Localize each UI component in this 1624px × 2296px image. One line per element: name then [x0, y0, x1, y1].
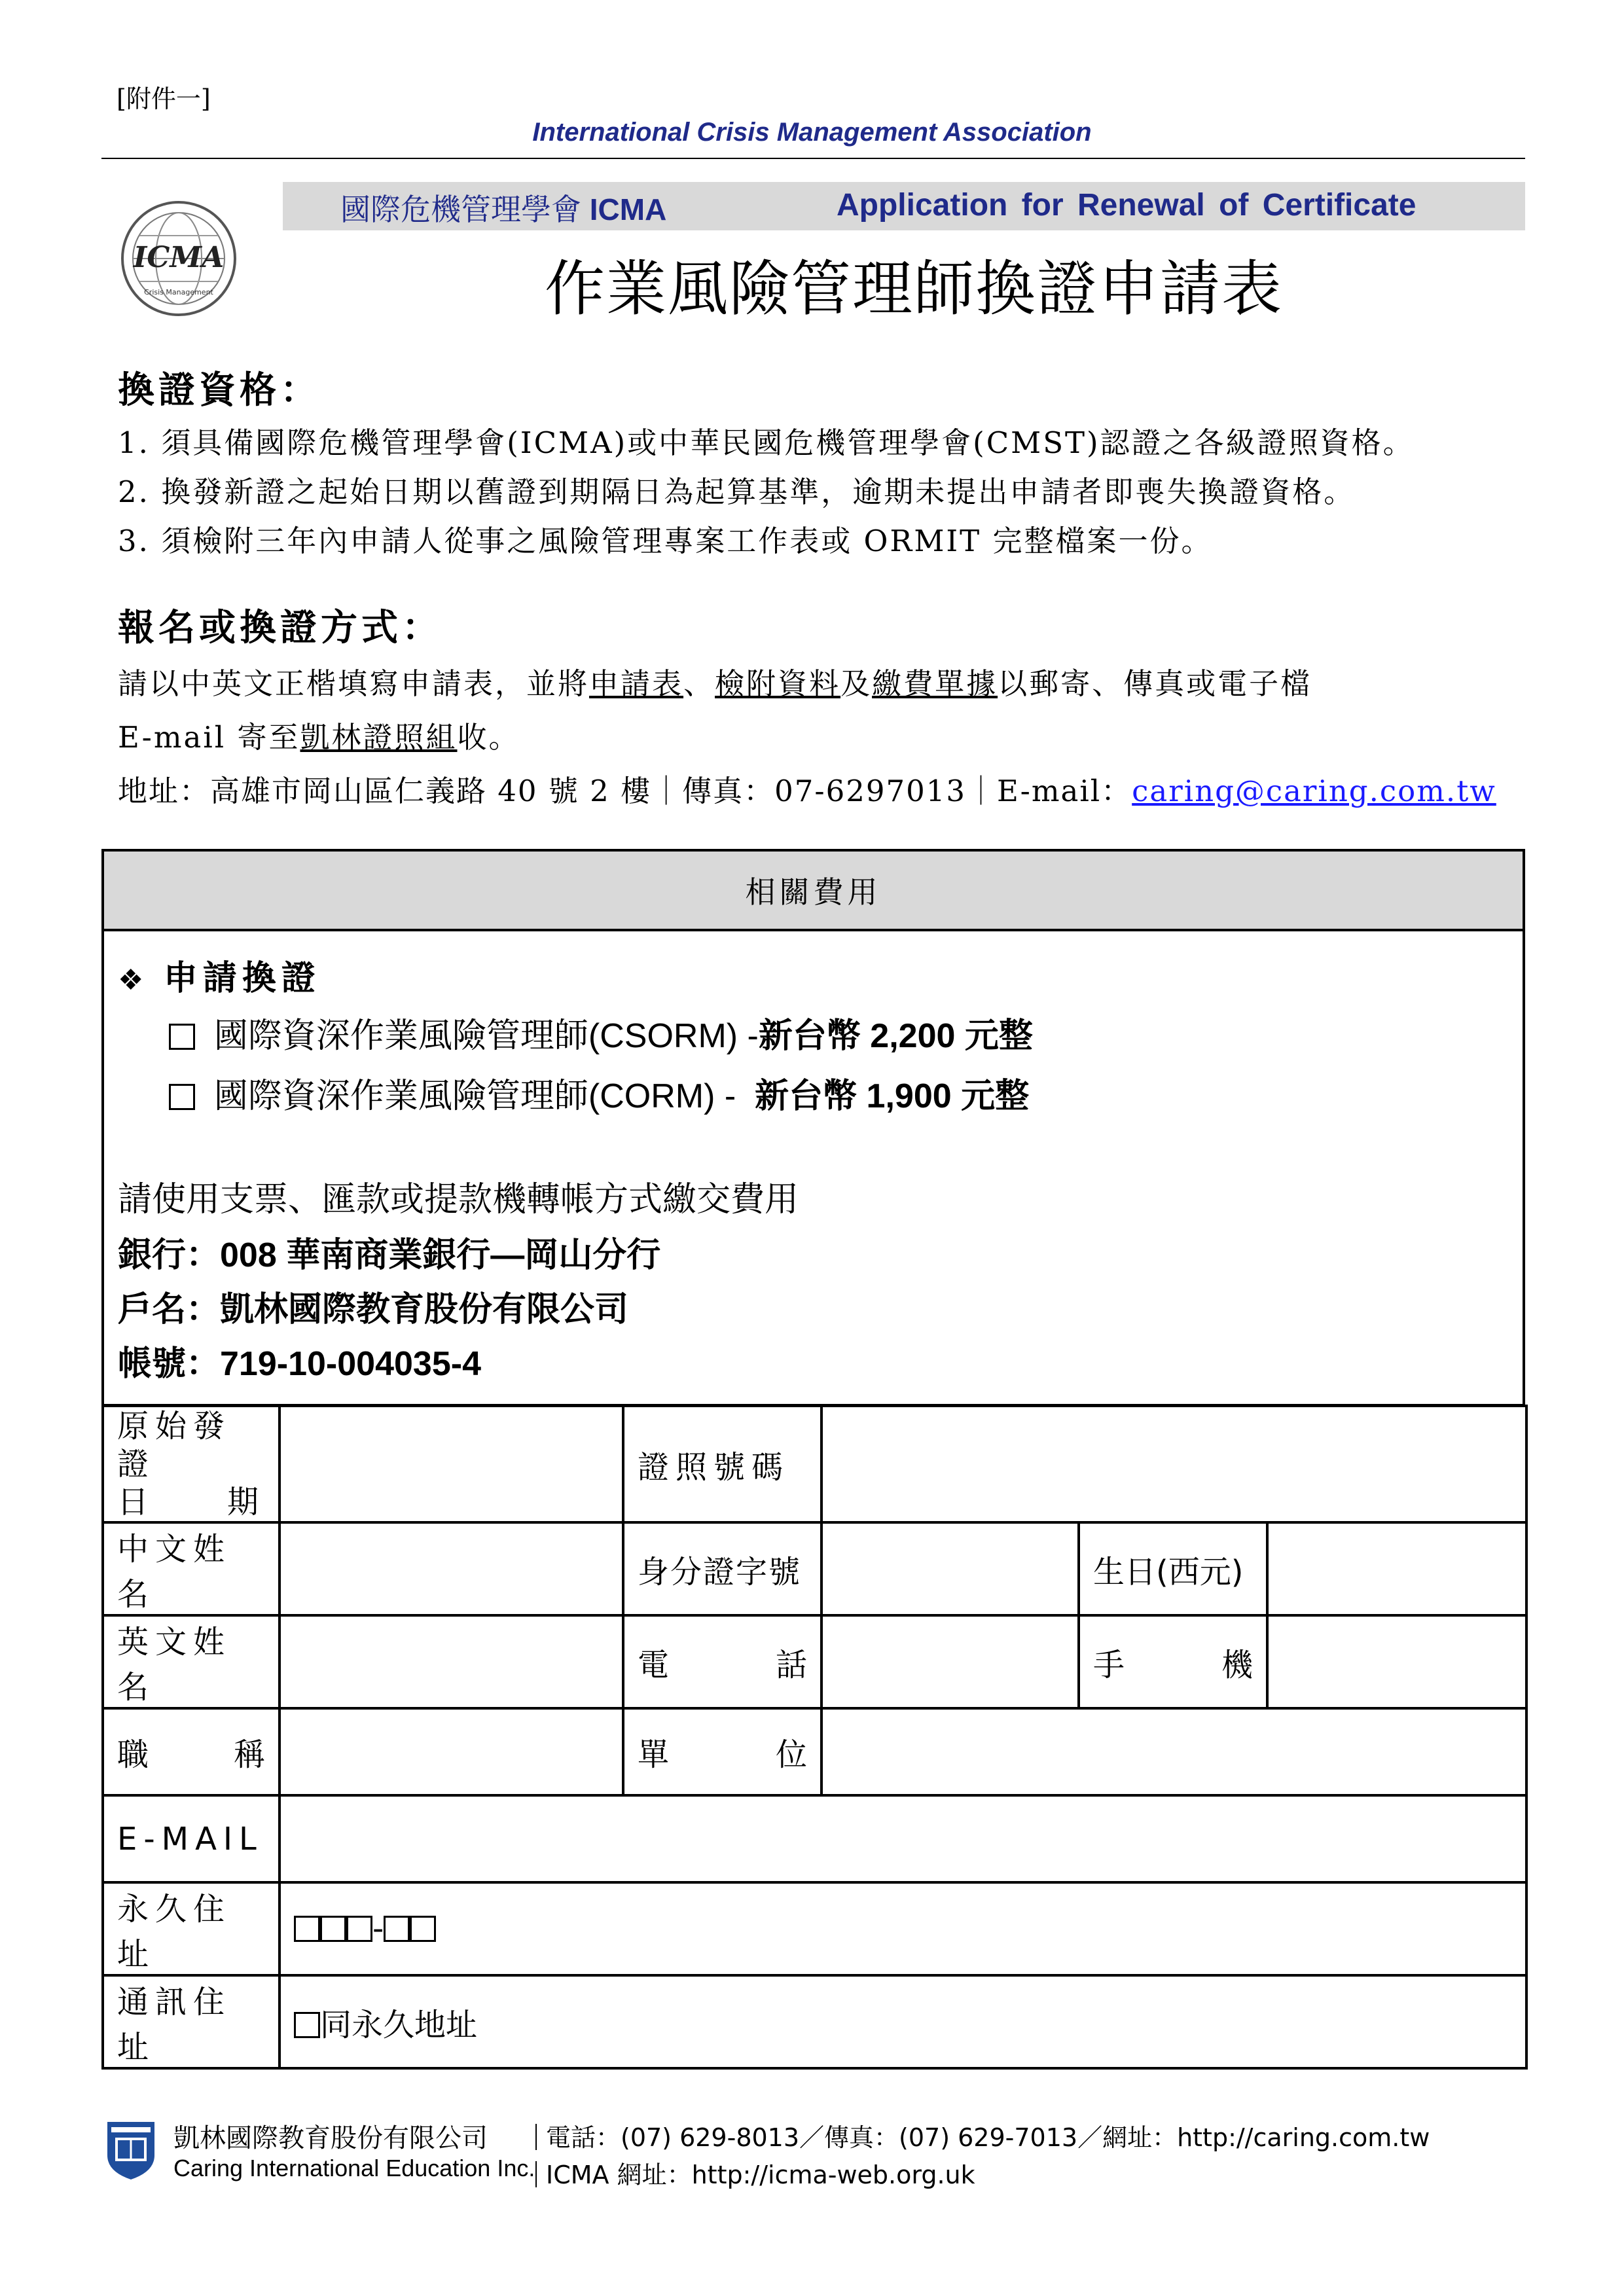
issue-date-label-line1: 原始發證 — [117, 1408, 232, 1482]
phone-label-char: 電 — [638, 1646, 670, 1683]
mailing-address-field[interactable] — [280, 1975, 1526, 2068]
cert-number-field[interactable] — [821, 1406, 1526, 1522]
zip-box[interactable] — [384, 1916, 410, 1942]
logo-text: ICMA — [133, 241, 225, 274]
qualifications-heading: 換證資格： — [118, 368, 321, 412]
mobile-field[interactable] — [1267, 1615, 1526, 1708]
table-row — [103, 1882, 1526, 1975]
zip-separator: - — [372, 1910, 384, 1947]
renewal-section-title — [118, 950, 321, 999]
renewal-title-text: 申請換證 — [163, 960, 321, 997]
footer-divider — [535, 2161, 537, 2187]
chinese-name-label: 中文姓名 — [103, 1522, 280, 1615]
job-title-label-char: 職 — [117, 1736, 149, 1773]
method-text: 及 — [840, 666, 873, 701]
association-english-name: International Crisis Management Association — [532, 118, 1092, 147]
chinese-name-field[interactable] — [280, 1522, 623, 1615]
table-row — [103, 1795, 1526, 1882]
fee-option-label: 國際資深作業風險管理師(CORM) - — [213, 1077, 736, 1115]
icma-globe-logo — [117, 196, 241, 321]
banner-org-zh: 國際危機管理學會 — [340, 192, 581, 226]
footer-divider — [535, 2124, 537, 2150]
issue-date-label-char: 日 — [117, 1484, 156, 1520]
issue-date-label — [103, 1406, 280, 1522]
caring-shield-logo — [105, 2119, 157, 2181]
banner-org-name — [340, 186, 666, 229]
method-text: 以郵寄、傳真或電子檔 — [998, 666, 1312, 701]
fee-option-csorm[interactable] — [169, 1008, 1033, 1057]
annex-label: [附件一] — [117, 84, 211, 113]
english-name-label: 英文姓名 — [103, 1615, 280, 1708]
id-number-field[interactable] — [821, 1522, 1079, 1615]
method-underlined-receipt: 繳費單據 — [872, 666, 998, 701]
method-text: 請以中英文正楷填寫申請表，並將 — [118, 666, 590, 701]
header-divider — [101, 158, 1525, 159]
permanent-address-label: 永久住址 — [103, 1882, 280, 1975]
same-as-permanent-label: 同永久地址 — [320, 2006, 478, 2043]
email-link[interactable]: caring@caring.com.tw — [1132, 774, 1496, 808]
fee-option-corm[interactable] — [169, 1068, 1029, 1117]
method-text: 收。 — [457, 720, 520, 755]
mailing-address-label: 通訊住址 — [103, 1975, 280, 2068]
birthday-label: 生日(西元) — [1079, 1522, 1267, 1615]
bank-info: 銀行：008 華南商業銀行—岡山分行 — [118, 1236, 661, 1274]
account-number: 帳號：719-10-004035-4 — [118, 1345, 481, 1383]
diamond-bullet-icon: ❖ — [118, 963, 149, 997]
checkbox[interactable] — [169, 1024, 195, 1050]
email-label: E-MAIL — [103, 1795, 280, 1882]
organization-field[interactable] — [821, 1708, 1526, 1795]
table-row — [103, 1708, 1526, 1795]
table-row — [103, 1615, 1526, 1708]
footer-icma-site-text: ICMA 網址：http://icma-web.org.uk — [546, 2161, 975, 2189]
job-title-field[interactable] — [280, 1708, 623, 1795]
banner-org-abbr: ICMA — [589, 192, 667, 226]
email-field[interactable] — [280, 1795, 1526, 1882]
job-title-label — [103, 1708, 280, 1795]
fee-option-label: 國際資深作業風險管理師(CSORM) - — [213, 1017, 759, 1055]
mobile-label-char: 機 — [1221, 1646, 1253, 1683]
method-heading: 報名或換證方式： — [118, 606, 442, 649]
qualification-item: 2. 換發新證之起始日期以舊證到期隔日為起算基準，逾期未提出申請者即喪失換證資格。 — [118, 475, 1356, 509]
account-name: 戶名：凱林國際教育股份有限公司 — [118, 1291, 629, 1329]
footer-icma-site — [535, 2155, 975, 2191]
issue-date-field[interactable] — [280, 1406, 623, 1522]
job-title-label-char: 稱 — [233, 1736, 265, 1773]
birthday-field[interactable] — [1267, 1522, 1526, 1615]
method-text: 、 — [683, 666, 715, 701]
issue-date-label-char: 期 — [226, 1484, 265, 1520]
footer-company-zh: 凱林國際教育股份有限公司 — [173, 2123, 488, 2153]
zip-box[interactable] — [346, 1916, 372, 1942]
mobile-label-char: 手 — [1093, 1646, 1125, 1683]
same-as-permanent-checkbox[interactable] — [294, 2012, 320, 2038]
table-row — [103, 1975, 1526, 2068]
method-text: E-mail 寄至 — [118, 720, 300, 755]
qualification-item: 3. 須檢附三年內申請人從事之風險管理專案工作表或 ORMIT 完整檔案一份。 — [118, 524, 1213, 558]
footer-company-en: Caring International Education Inc. — [173, 2155, 535, 2181]
method-underlined-recipient: 凱林證照組 — [300, 720, 458, 755]
id-number-label: 身分證字號 — [623, 1522, 821, 1615]
method-line-2 — [118, 713, 520, 756]
fee-option-price: 新台幣 2,200 元整 — [758, 1017, 1033, 1055]
phone-field[interactable] — [821, 1615, 1079, 1708]
banner-english-title: Application for Renewal of Certificate — [837, 188, 1416, 223]
mobile-label — [1079, 1615, 1267, 1708]
address-text: 地址：高雄市岡山區仁義路 40 號 2 樓｜傳真：07-6297013｜E-mail： — [118, 774, 1132, 808]
english-name-field[interactable] — [280, 1615, 623, 1708]
applicant-info-table — [101, 1405, 1528, 2070]
fee-section-header: 相關費用 — [104, 852, 1523, 931]
method-underlined-application: 申請表 — [589, 666, 684, 701]
footer-contact — [535, 2117, 1430, 2153]
phone-label-char: 話 — [775, 1646, 807, 1683]
organization-label-char: 位 — [775, 1736, 807, 1773]
page-title: 作業風險管理師換證申請表 — [545, 254, 1284, 324]
permanent-address-field[interactable] — [280, 1882, 1526, 1975]
method-line-1 — [118, 660, 1312, 702]
fee-option-price: 新台幣 1,900 元整 — [755, 1077, 1030, 1115]
checkbox[interactable] — [169, 1084, 195, 1110]
logo-ring-text: Crisis Management — [144, 288, 213, 296]
footer-contact-text: 電話：(07) 629-8013／傳真：(07) 629-7013／網址：http://caring.com.tw — [546, 2123, 1430, 2152]
address-line — [118, 767, 1496, 810]
payment-note: 請使用支票、匯款或提款機轉帳方式繳交費用 — [118, 1181, 799, 1219]
zip-box[interactable] — [320, 1916, 346, 1942]
table-row — [103, 1522, 1526, 1615]
table-row — [103, 1406, 1526, 1522]
organization-label — [623, 1708, 821, 1795]
cert-number-label: 證照號碼 — [623, 1406, 821, 1522]
zip-box[interactable] — [294, 1916, 320, 1942]
organization-label-char: 單 — [638, 1736, 670, 1773]
method-underlined-attachments: 檢附資料 — [715, 666, 841, 701]
zip-box[interactable] — [410, 1916, 436, 1942]
qualification-item: 1. 須具備國際危機管理學會(ICMA)或中華民國危機管理學會(CMST)認證之各級證照資格。 — [118, 425, 1415, 460]
phone-label — [623, 1615, 821, 1708]
